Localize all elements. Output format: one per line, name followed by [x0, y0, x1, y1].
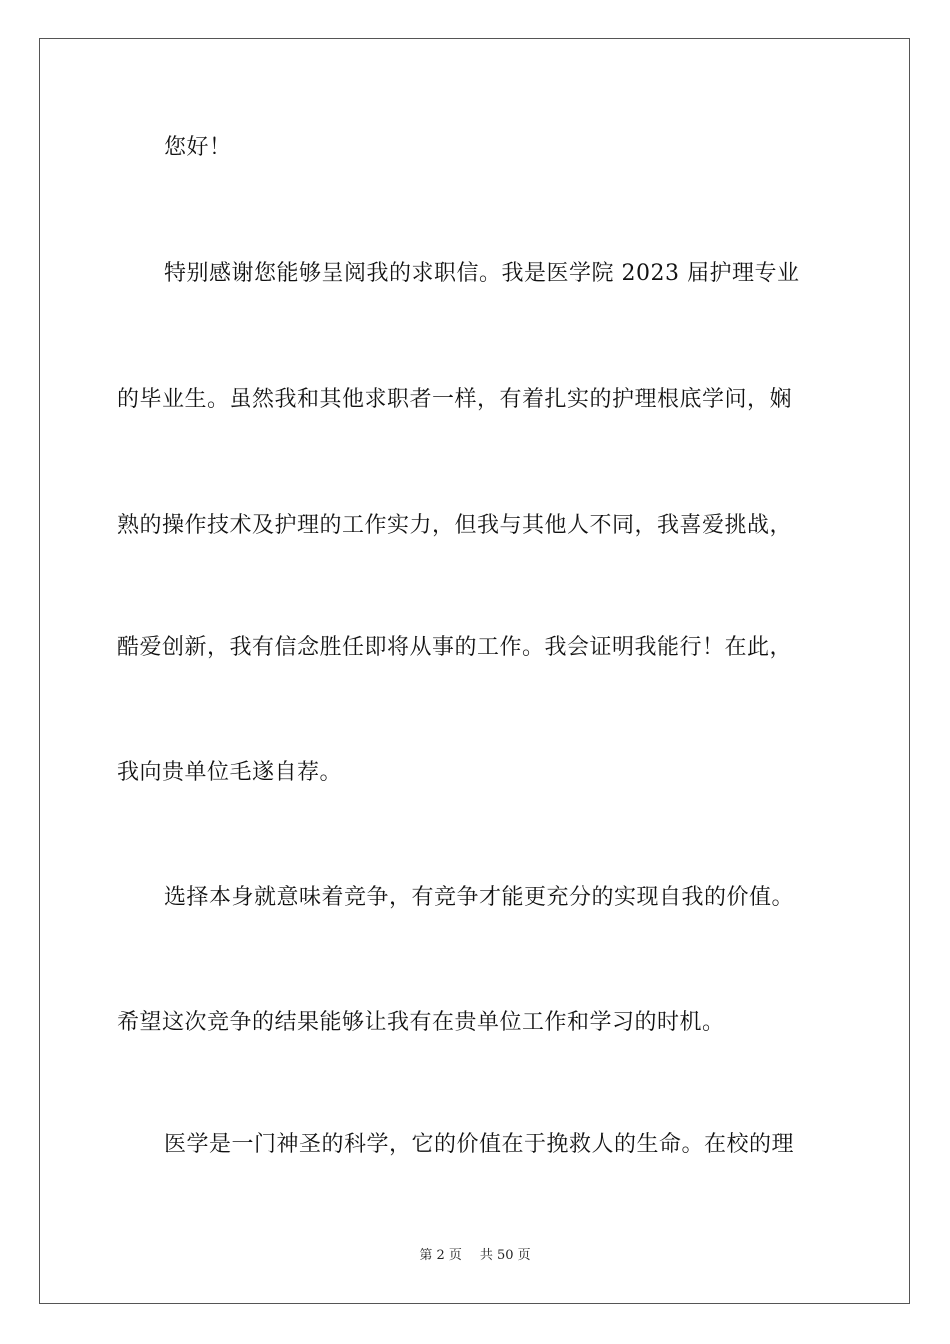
paragraph-line: 特别感谢您能够呈阅我的求职信。我是医学院 2023 届护理专业 [164, 261, 800, 286]
total-page-count: 共 50 页 [479, 1248, 531, 1263]
paragraph-line: 医学是一门神圣的科学，它的价值在于挽救人的生命。在校的理 [164, 1132, 795, 1157]
paragraph-line: 熟的操作技术及护理的工作实力，但我与其他人不同，我喜爱挑战， [117, 513, 793, 538]
paragraph-line: 我向贵单位毛遂自荐。 [117, 760, 343, 785]
page-footer [0, 1247, 950, 1265]
paragraph-line: 希望这次竞争的结果能够让我有在贵单位工作和学习的时机。 [117, 1010, 725, 1035]
paragraph-line: 的毕业生。虽然我和其他求职者一样，有着扎实的护理根底学问，娴 [117, 387, 793, 412]
current-page-number: 第 2 页 [419, 1248, 462, 1263]
paragraph-line: 选择本身就意味着竞争，有竞争才能更充分的实现自我的价值。 [164, 885, 795, 910]
greeting-line: 您好！ [164, 135, 232, 160]
page-border [39, 38, 910, 1304]
paragraph-line: 酷爱创新，我有信念胜任即将从事的工作。我会证明我能行！在此， [117, 635, 793, 660]
